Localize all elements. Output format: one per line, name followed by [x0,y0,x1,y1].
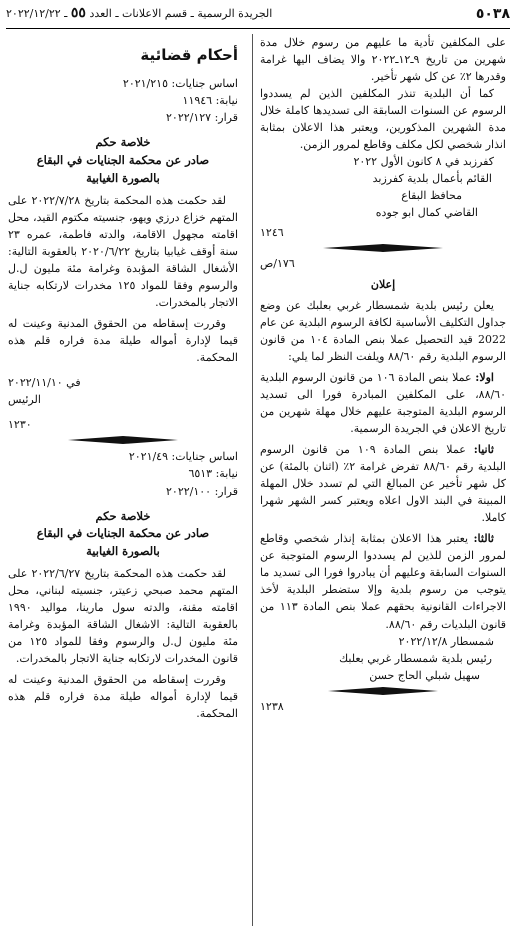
notice-number: ١٢٣٨ [260,699,284,713]
case-field-value: ٢٠٢٢/١٢٧ [166,111,212,125]
case-field-label: نيابة: [212,94,238,108]
clause [260,369,506,437]
signature-line: القائم بأعمال بلدية كفرزبد [372,172,492,186]
clause-label: ثانيا: [473,443,494,457]
court-heading: صادر عن محكمة الجنايات في البقاع [36,153,210,168]
page-header [6,6,510,29]
header-title [6,3,272,28]
case-field [8,92,238,109]
judgment-body: لقد حكمت هذه المحكمة بتاريخ ٢٠٢٢/٧/٢٨ على المتهم خزاع درزي ويهو، جنسيته مكتوم القيد، محل اقامته مجهول الاقامة، والدته فاطمة، عمره ٢٣ سنة أوقف غيابيا بتاريخ ٢٠٢٠/٦/٢٢ بالعقوبة التالية: الأشغال الشاقة المؤبدة وغرامة مئة مليون ل.ل والرسوم وفقا للمواد ١٢٥ مخدرات لارتكابه جناية الاتجار بالمخدرات. [8,193,239,310]
clause-text: عملا بنص المادة ١٠٦ من قانون الرسوم البلدية ٨٨/٦٠، على المكلفين المبادرة فورا الى تسديد الرسوم البلدية المتوجبة عليهم خلال مهلة شهرين من تاريخ الاعلان في الجريدة الرسمية. [260,370,506,435]
separator-ornament [68,436,178,444]
paragraph: يعلن رئيس بلدية شمسطار غربي بعلبك عن وضع جداول التكليف الأساسية لكافة الرسوم البلدية عن عام 2022 قيد التحصيل عملا بنص المادة ١٠٤ من قانون الرسوم البلدية رقم ٨٨/٦٠ ويلفت النظر لما يلي: [260,298,506,363]
clause-label: اولا: [475,370,494,384]
clause-text: يعتبر هذا الاعلان بمثابة إنذار شخصي وقاطع لمرور الزمن للذين لم يسددوا الرسوم المتوجبة عن السنوات السابقة وعليهم أن يبادروا فورا الى تسديد ما يتوجب من رسوم بلدية وإلا ستضطر البلدية لأخذ الاجراءات القانونية بحقهم عملا بنص المادة ١١٣ من قانون البلديات رقم ٨٨/٦٠. [260,532,506,631]
case-field [8,448,238,465]
issue-number: ٥٥ [70,5,86,22]
case-field-value: ٢٠٢١/٢١٥ [122,77,168,91]
case-field [8,483,238,500]
header-date: ـ ٢٠٢٢/١٢/٢٢ [6,7,71,21]
date-line: في ٢٠٢٢/١١/١٠ [8,376,81,390]
judgment-type: بالصورة الغيابية [86,544,160,559]
court-heading: صادر عن محكمة الجنايات في البقاع [36,526,210,541]
judgment-heading: خلاصة حكم [95,508,151,523]
separator-ornament [328,687,438,695]
case-field-value: ٢٠٢٢/١٠٠ [166,484,212,498]
signature-line: رئيس بلدية شمسطار غربي بعلبك [339,651,492,665]
paragraph: كما أن البلدية تنذر المكلفين الذين لم يسددوا الرسوم عن السنوات السابقة الى تسديدها كاملة خلال مدة الشهرين المذكورين، ويعتبر هذا الاعلان بمثابة انذار شخصي لكل مكلف وقاطع لمرور الزمن. [260,87,506,152]
case-field-label: قرار: [211,111,238,125]
page-number: ٥٠٣٨ [475,6,510,23]
judgment-body: لقد حكمت هذه المحكمة بتاريخ ٢٠٢٢/٦/٢٧ على المتهم محمد صبحي زعيتر، جنسيته لبناني، محل اقامته مقنة، والدته سول مارينا، مواليد ١٩٩٠ بالعقوبة التالية: الاشغال الشاقة المؤبدة وغرامة مئة مليون ل.ل والرسوم وفقا للمواد ١٢٥ من قانون المخدرات لارتكابه جناية الاتجار بالمخدرات. [8,567,238,666]
case-field-label: اساس جنايات: [168,77,238,91]
date-line: شمسطار ٢٠٢٢/١٢/٨ [398,634,494,648]
left-column [8,34,238,722]
case-field-value: ٦٥١٣ [188,467,213,481]
date-line: كفرزبد في ٨ كانون الأول ٢٠٢٢ [353,155,494,169]
paragraph: على المكلفين تأدية ما عليهم من رسوم خلال مدة شهرين من تاريخ ٩ـ١٢ـ٢٠٢٢ والا يضاف اليها غرامة وقدرها ٢٪ عن كل شهر تأخير. [260,36,506,84]
section-title: أحكام قضائية [140,46,238,64]
case-field-label: نيابة: [212,467,238,481]
notice-number: ١٢٤٦ [260,225,284,239]
judgment-heading: خلاصة حكم [95,135,151,150]
notice-title: إعلان [370,277,396,291]
judgment-body: وقررت إسقاطه من الحقوق المدنية وعينت له قيما لإدارة أمواله طيلة مدة فراره قلم هذه المحكمة. [8,673,238,721]
case-field [8,75,238,92]
judgment-body: وقررت إسقاطه من الحقوق المدنية وعينت له قيما لإدارة أمواله طيلة مدة فراره قلم هذه المحكمة. [8,317,238,365]
judgment-type: بالصورة الغيابية [86,171,160,186]
case-field-label: اساس جنايات: [168,450,238,464]
case-field [8,109,238,126]
right-column [260,34,506,715]
case-field-value: ٢٠٢١/٤٩ [128,450,168,464]
notice-number: ١٢٣٠ [8,418,32,432]
separator-ornament [323,244,443,252]
signature-line: محافظ البقاع [401,189,462,203]
clause [260,441,506,526]
clause-text: عملا بنص المادة ١٠٩ من قانون الرسوم البلدية رقم ٨٨/٦٠ تفرض غرامة ٢٪ (اثنان بالمئة) عن كل شهر تأخير عن المبالغ التي لم تسدد خلال المهلة المبينة في البند الاول اعلاه ويعتبر كسر الشهر شهرا كاملا. [260,443,506,525]
case-field-label: قرار: [211,484,238,498]
header-text-before: الجريدة الرسمية ـ قسم الاعلانات ـ العدد [85,7,273,21]
signature-line: الرئيس [8,393,41,407]
case-field-value: ١١٩٤٦ [182,94,213,108]
reference-number: ١٧٦/ص [260,256,295,270]
case-field [8,465,238,482]
column-divider [252,34,253,926]
clause [260,530,506,632]
signature-line: سهيل شبلي الحاج حسن [369,668,480,682]
clause-label: ثالثا: [473,532,494,546]
signature-line: القاضي كمال ابو جوده [375,206,478,220]
